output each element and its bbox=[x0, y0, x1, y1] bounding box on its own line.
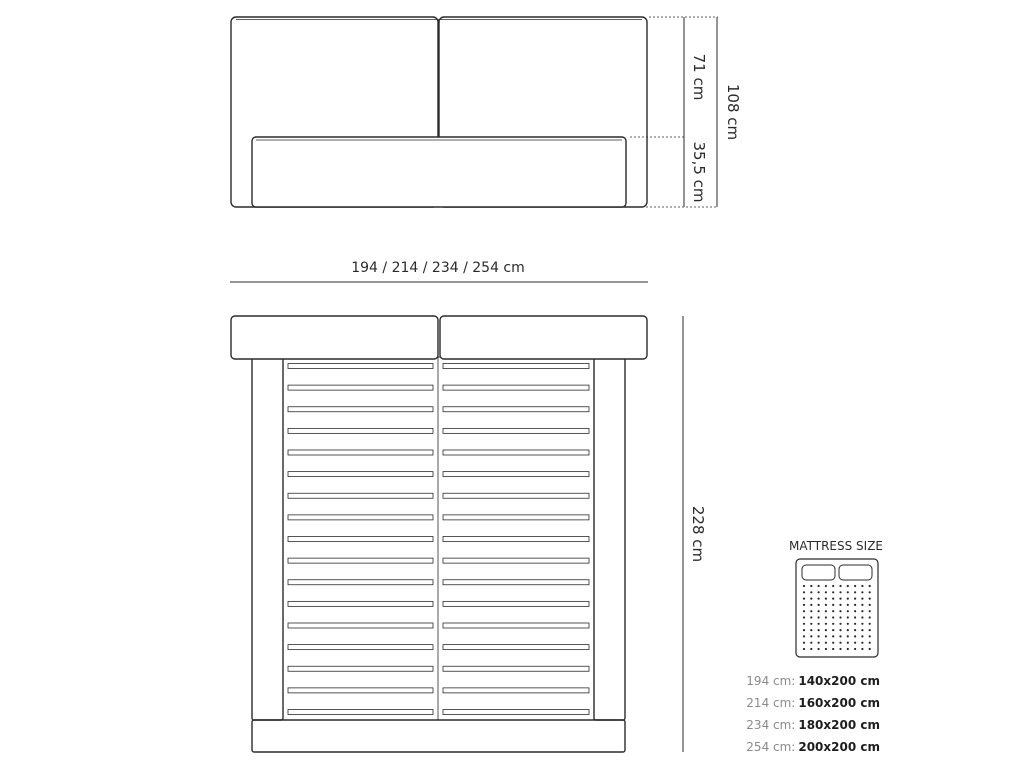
slat bbox=[443, 450, 589, 455]
mattress-dot bbox=[825, 585, 827, 587]
slat bbox=[443, 407, 589, 412]
mattress-dot bbox=[803, 604, 805, 606]
mattress-dot bbox=[839, 629, 841, 631]
slat bbox=[443, 710, 589, 715]
mattress-dot bbox=[854, 648, 856, 650]
mattress-dot bbox=[839, 591, 841, 593]
mattress-dot bbox=[825, 648, 827, 650]
mattress-dot bbox=[832, 591, 834, 593]
mattress-dot bbox=[869, 635, 871, 637]
mattress-dot bbox=[861, 629, 863, 631]
slat bbox=[288, 385, 433, 390]
mattress-dot bbox=[839, 648, 841, 650]
mattress-dot bbox=[839, 616, 841, 618]
mattress-dot bbox=[803, 598, 805, 600]
mattress-dot bbox=[869, 585, 871, 587]
slat bbox=[288, 666, 433, 671]
slat bbox=[443, 537, 589, 542]
mattress-dot bbox=[803, 635, 805, 637]
slats-group bbox=[288, 364, 589, 715]
mattress-dot bbox=[854, 585, 856, 587]
mattress-row: 234 cm: 180x200 cm bbox=[746, 718, 880, 732]
mattress-dot bbox=[803, 642, 805, 644]
slat bbox=[288, 407, 433, 412]
mattress-dot bbox=[847, 591, 849, 593]
mattress-dot bbox=[803, 623, 805, 625]
mattress-dot bbox=[810, 623, 812, 625]
mattress-dot bbox=[847, 635, 849, 637]
slat bbox=[443, 645, 589, 650]
slat bbox=[443, 364, 589, 369]
length-label: 228 cm bbox=[689, 505, 707, 563]
mattress-dot bbox=[861, 598, 863, 600]
mattress-dot bbox=[810, 610, 812, 612]
top-view bbox=[231, 316, 647, 752]
mattress-dot bbox=[861, 642, 863, 644]
mattress-dot-pattern bbox=[803, 585, 871, 650]
slat bbox=[288, 688, 433, 693]
mattress-dot bbox=[861, 616, 863, 618]
mattress-dot bbox=[803, 610, 805, 612]
mattress-dot bbox=[869, 591, 871, 593]
mattress-dot bbox=[839, 604, 841, 606]
mattress-dot bbox=[818, 610, 820, 612]
slat bbox=[288, 450, 433, 455]
mattress-dot bbox=[869, 623, 871, 625]
mattress-dot bbox=[847, 616, 849, 618]
mattress-dot bbox=[861, 623, 863, 625]
mattress-dot bbox=[818, 616, 820, 618]
mattress-dot bbox=[839, 623, 841, 625]
mattress-dot bbox=[854, 629, 856, 631]
mattress-dot bbox=[832, 648, 834, 650]
mattress-dot bbox=[803, 591, 805, 593]
slat bbox=[288, 623, 433, 628]
slat bbox=[288, 493, 433, 498]
slat bbox=[443, 623, 589, 628]
mattress-dot bbox=[818, 642, 820, 644]
mattress-dot bbox=[847, 585, 849, 587]
mattress-dot bbox=[832, 642, 834, 644]
mattress-dot bbox=[825, 604, 827, 606]
mattress-dot bbox=[803, 585, 805, 587]
slat bbox=[288, 645, 433, 650]
top-headboard-right bbox=[440, 316, 647, 359]
mattress-dot bbox=[818, 635, 820, 637]
total-height-label: 108 cm bbox=[724, 83, 742, 141]
mattress-dot bbox=[861, 610, 863, 612]
mattress-dot bbox=[847, 604, 849, 606]
mattress-dot bbox=[847, 598, 849, 600]
mattress-dot bbox=[810, 604, 812, 606]
headboard-height-label: 71 cm bbox=[690, 53, 708, 101]
mattress-dot bbox=[832, 635, 834, 637]
mattress-dot bbox=[854, 616, 856, 618]
frame-footboard bbox=[252, 720, 625, 752]
mattress-dot bbox=[803, 616, 805, 618]
frame-left-rail bbox=[252, 355, 283, 720]
mattress-dot bbox=[839, 635, 841, 637]
mattress-dot bbox=[832, 585, 834, 587]
slat bbox=[443, 472, 589, 477]
mattress-dot bbox=[810, 585, 812, 587]
mattress-row: 254 cm: 200x200 cm bbox=[746, 740, 880, 754]
mattress-dot bbox=[810, 591, 812, 593]
mattress-dot bbox=[839, 610, 841, 612]
frame-right-rail bbox=[594, 355, 625, 720]
mattress-dot bbox=[825, 610, 827, 612]
pillow-left-icon bbox=[802, 565, 835, 580]
mattress-dot bbox=[854, 623, 856, 625]
mattress-row: 194 cm: 140x200 cm bbox=[746, 674, 880, 688]
mattress-row: 214 cm: 160x200 cm bbox=[746, 696, 880, 710]
mattress-dot bbox=[869, 616, 871, 618]
mattress-dot bbox=[810, 629, 812, 631]
mattress-dot bbox=[839, 642, 841, 644]
mattress-dot bbox=[818, 598, 820, 600]
slat bbox=[443, 428, 589, 433]
slat bbox=[288, 558, 433, 563]
mattress-dot bbox=[818, 623, 820, 625]
slat bbox=[443, 558, 589, 563]
mattress-dot bbox=[869, 648, 871, 650]
slat bbox=[443, 515, 589, 520]
slat bbox=[288, 710, 433, 715]
front-view bbox=[231, 17, 647, 207]
mattress-dot bbox=[818, 585, 820, 587]
slat bbox=[443, 493, 589, 498]
mattress-dot bbox=[810, 635, 812, 637]
mattress-dot bbox=[818, 629, 820, 631]
mattress-icon bbox=[796, 559, 878, 657]
mattress-dot bbox=[810, 648, 812, 650]
pillow-right-icon bbox=[839, 565, 872, 580]
mattress-dot bbox=[803, 648, 805, 650]
mattress-dot bbox=[854, 642, 856, 644]
mattress-dot bbox=[832, 610, 834, 612]
mattress-dot bbox=[861, 585, 863, 587]
mattress-dot bbox=[825, 598, 827, 600]
slat bbox=[288, 580, 433, 585]
slat bbox=[443, 580, 589, 585]
mattress-dot bbox=[832, 629, 834, 631]
mattress-dot bbox=[818, 591, 820, 593]
mattress-dot bbox=[854, 598, 856, 600]
mattress-dot bbox=[854, 635, 856, 637]
slat bbox=[443, 385, 589, 390]
mattress-dot bbox=[854, 610, 856, 612]
slat bbox=[443, 688, 589, 693]
mattress-dot bbox=[869, 610, 871, 612]
mattress-size-title: MATTRESS SIZE bbox=[788, 539, 884, 553]
mattress-dot bbox=[810, 598, 812, 600]
mattress-dot bbox=[847, 648, 849, 650]
slat bbox=[288, 537, 433, 542]
slat bbox=[288, 472, 433, 477]
mattress-dot bbox=[847, 623, 849, 625]
mattress-dot bbox=[861, 591, 863, 593]
mattress-dot bbox=[869, 642, 871, 644]
base-height-label: 35,5 cm bbox=[690, 141, 708, 203]
mattress-dot bbox=[861, 604, 863, 606]
mattress-dot bbox=[832, 598, 834, 600]
mattress-dot bbox=[847, 610, 849, 612]
mattress-dot bbox=[854, 604, 856, 606]
slat bbox=[288, 364, 433, 369]
slat bbox=[443, 666, 589, 671]
mattress-dot bbox=[825, 591, 827, 593]
mattress-dot bbox=[869, 598, 871, 600]
mattress-dot bbox=[825, 642, 827, 644]
mattress-dot bbox=[839, 585, 841, 587]
mattress-dot bbox=[861, 648, 863, 650]
slat bbox=[443, 601, 589, 606]
mattress-dot bbox=[825, 623, 827, 625]
mattress-dot bbox=[847, 629, 849, 631]
mattress-dot bbox=[825, 629, 827, 631]
mattress-dot bbox=[861, 635, 863, 637]
top-headboard-left bbox=[231, 316, 438, 359]
mattress-dot bbox=[825, 635, 827, 637]
mattress-dot bbox=[847, 642, 849, 644]
mattress-size-list bbox=[746, 674, 880, 754]
mattress-dot bbox=[825, 616, 827, 618]
width-label: 194 / 214 / 234 / 254 cm bbox=[351, 260, 525, 276]
mattress-dot bbox=[854, 591, 856, 593]
mattress-dot bbox=[832, 623, 834, 625]
mattress-dot bbox=[839, 598, 841, 600]
mattress-dot bbox=[810, 616, 812, 618]
slat bbox=[288, 601, 433, 606]
mattress-dot bbox=[818, 604, 820, 606]
mattress-dot bbox=[869, 629, 871, 631]
mattress-dot bbox=[832, 604, 834, 606]
mattress-dot bbox=[803, 629, 805, 631]
mattress-dot bbox=[869, 604, 871, 606]
mattress-dot bbox=[832, 616, 834, 618]
slat bbox=[288, 428, 433, 433]
mattress-dot bbox=[818, 648, 820, 650]
slat bbox=[288, 515, 433, 520]
mattress-dot bbox=[810, 642, 812, 644]
bed-base-front bbox=[252, 137, 626, 207]
